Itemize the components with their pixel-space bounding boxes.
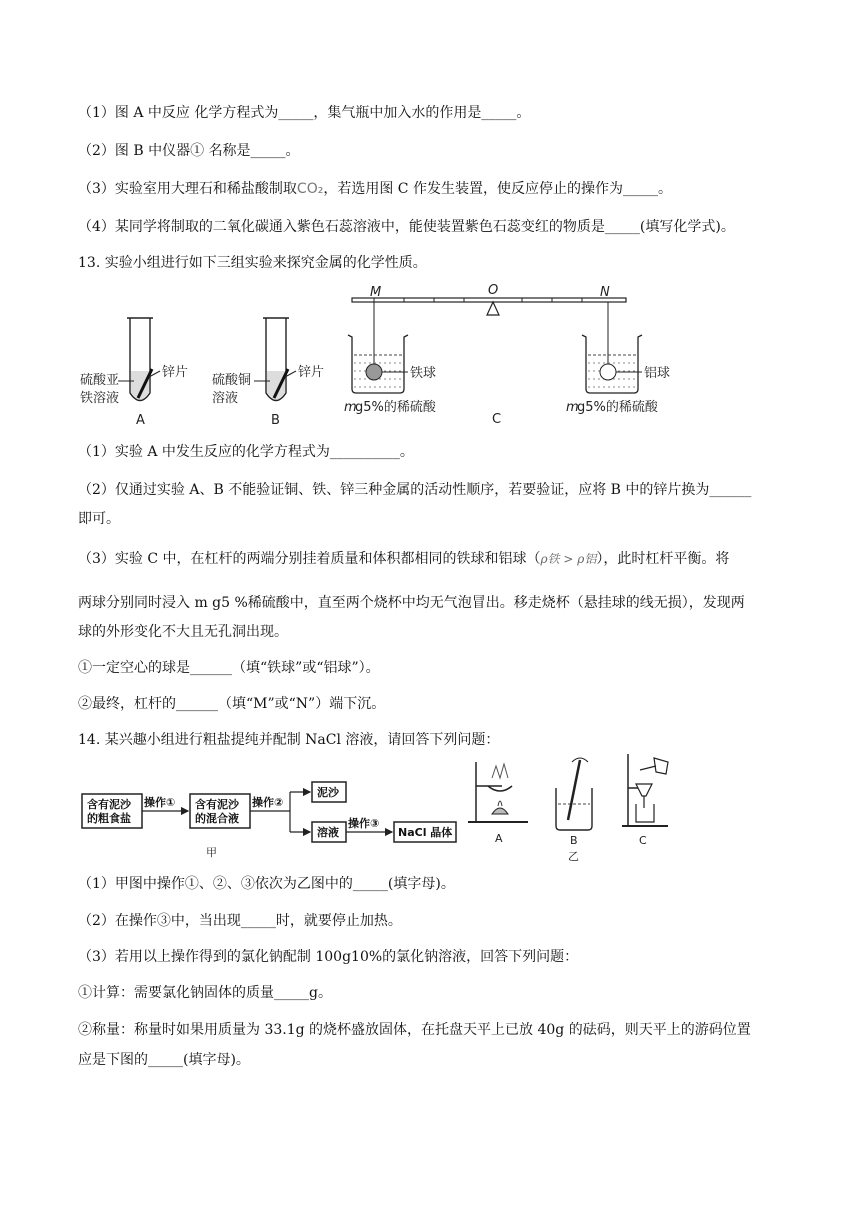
q14-sub1: ①计算：需要氯化钠固体的质量_____g。: [78, 985, 332, 1001]
apparatus-a-label: A: [495, 832, 503, 845]
q12-part3: [78, 179, 672, 199]
box-crude-salt-line2: 的粗食盐: [87, 812, 131, 825]
q12-part1: （1）图 A 中反应 化学方程式为_____，集气瓶中加入水的作用是_____。: [78, 105, 531, 121]
q13-part3-line1: [78, 549, 729, 569]
q14-sub2-line2: 应是下图的_____(填字母)。: [78, 1052, 250, 1068]
tube-a-liquid-line2: 铁溶液: [80, 391, 120, 406]
q13-part2-line2: 即可。: [78, 511, 120, 527]
q14-part3: （3）若用以上操作得到的氯化钠配制 100g10%的氯化钠溶液，回答下列问题：: [78, 949, 579, 965]
q12-part3-text-a: （3）实验室用大理石和稀盐酸制取: [78, 181, 297, 197]
box-mixture-line1: 含有泥沙: [195, 798, 239, 811]
q14-title: 14. 某兴趣小组进行粗盐提纯并配制 NaCl 溶液，请回答下列问题：: [78, 732, 500, 748]
box-crude-salt-line1: 含有泥沙: [87, 798, 131, 811]
q12-part4: （4）某同学将制取的二氧化碳通入紫色石蕊溶液中，能使装置紫色石蕊变红的物质是_____(填写化学式)。: [78, 219, 735, 235]
apparatus-yi: [462, 748, 684, 866]
apparatus-a-evaporation: [468, 762, 528, 822]
q13-part2-line1: （2）仅通过实验 A、B 不能验证铜、铁、锌三种金属的活动性顺序，若要验证，应将 B 中的锌片换为______: [78, 482, 752, 498]
flow-chart-jia: [80, 770, 460, 862]
tube-b-liquid-line2: 溶液: [212, 391, 239, 406]
lever-n-label: N: [600, 285, 610, 300]
iron-ball-label: 铁球: [410, 366, 437, 381]
acid-right-label: g5%的稀硫酸: [577, 400, 658, 415]
tube-a-liquid-line1: 硫酸亚: [80, 373, 120, 388]
box-solution-text: 溶液: [317, 826, 339, 839]
op3-label: 操作③: [348, 817, 380, 830]
zinc-label-b: 锌片: [298, 365, 325, 380]
q14-part1: （1）甲图中操作①、②、③依次为乙图中的_____(填字母)。: [78, 876, 455, 892]
q13-part3-line2: 两球分别同时浸入 m g5 %稀硫酸中，直至两个烧杯中均无气泡冒出。移走烧杯（悬挂球的线无损），发现两: [78, 595, 745, 611]
zinc-label-a: 锌片: [162, 365, 189, 380]
op2-label: 操作②: [252, 796, 284, 809]
q13-part3-text-a: （3）实验 C 中，在杠杆的两端分别挂着质量和体积都相同的铁球和铝球（: [78, 551, 541, 567]
q13-part3-line3: 球的外形变化不大且无孔洞出现。: [78, 624, 288, 640]
lever-o-label: O: [488, 283, 499, 298]
lever-beam: [352, 298, 626, 315]
q13-title: 13. 实验小组进行如下三组实验来探究金属的化学性质。: [78, 255, 427, 271]
op1-label: 操作①: [144, 796, 176, 809]
tube-b-label: B: [271, 413, 280, 428]
box-mixture-line2: 的混合液: [195, 812, 239, 825]
beaker-right: [582, 302, 642, 393]
lever-m-label: M: [370, 285, 382, 300]
apparatus-c-label: C: [639, 834, 647, 847]
apparatus-b-dissolving: [556, 758, 592, 830]
q12-part3-text-b: ，若选用图 C 作发生装置，使反应停止的操作为_____。: [323, 181, 672, 197]
setup-c-label: C: [492, 412, 502, 427]
figure-yi-label: 乙: [568, 850, 579, 863]
beaker-left: [348, 302, 408, 393]
q12-part2: （2）图 B 中仪器① 名称是_____。: [78, 143, 300, 159]
q13-part1: （1）实验 A 中发生反应的化学方程式为__________。: [78, 444, 414, 460]
tube-b-liquid-line1: 硫酸铜: [212, 373, 252, 388]
acid-left-m: m: [344, 400, 357, 415]
acid-right-m: m: [566, 400, 579, 415]
q14-sub2-line1: ②称量：称量时如果用质量为 33.1g 的烧杯盛放固体，在托盘天平上已放 40g 的砝码，则天平上的游码位置: [78, 1022, 751, 1038]
co2-formula: CO₂: [296, 181, 324, 197]
q13-part3-text-b: ），此时杠杆平衡。将: [596, 551, 730, 567]
q14-part2: （2）在操作③中，当出现_____时，就要停止加热。: [78, 913, 402, 929]
tube-a-label: A: [136, 413, 145, 428]
density-comparison: ρ铁 > ρ铝: [540, 552, 597, 566]
q13-sub1: ①一定空心的球是______（填“铁球”或“铝球”）。: [78, 660, 380, 676]
aluminum-ball-label: 铝球: [644, 366, 671, 381]
q13-sub2: ②最终，杠杆的______（填“M”或“N”）端下沉。: [78, 696, 386, 712]
test-tube-b: [254, 318, 296, 401]
apparatus-c-filtration: [622, 754, 668, 826]
box-mud-text: 泥沙: [317, 786, 339, 799]
apparatus-b-label: B: [570, 834, 578, 847]
test-tube-a: [118, 318, 160, 401]
q13-figure: [78, 283, 718, 431]
box-crystal-text: NaCl 晶体: [398, 826, 453, 839]
acid-left-label: g5%的稀硫酸: [355, 400, 436, 415]
figure-jia-label: 甲: [206, 846, 217, 859]
